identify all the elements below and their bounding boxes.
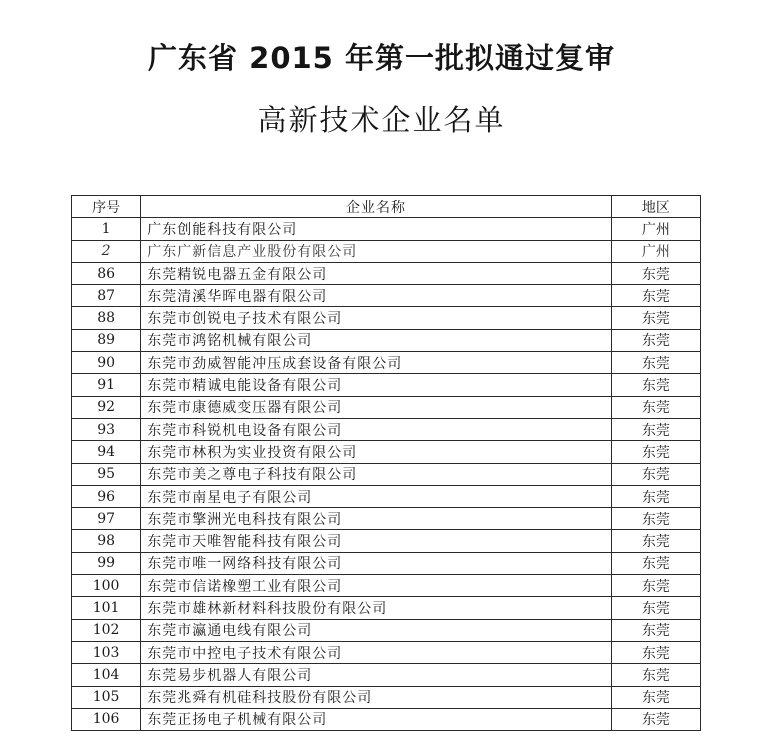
table-row [72, 218, 701, 240]
row-company-name: 东莞市精诚电能设备有限公司 [141, 374, 611, 396]
row-serial-number: 99 [72, 552, 141, 574]
row-region: 东莞 [611, 664, 700, 686]
row-region: 东莞 [611, 597, 700, 619]
row-region: 东莞 [611, 329, 700, 351]
table-row [72, 240, 701, 262]
row-region: 东莞 [611, 307, 700, 329]
row-serial-number: 95 [72, 463, 141, 485]
row-region: 东莞 [611, 441, 700, 463]
row-company-name: 东莞正扬电子机械有限公司 [141, 708, 611, 730]
row-serial-number: 2 [72, 240, 141, 262]
row-region: 东莞 [611, 575, 700, 597]
row-serial-number: 97 [72, 508, 141, 530]
row-region: 广州 [611, 240, 700, 262]
row-serial-number: 104 [72, 664, 141, 686]
header-company-name: 企业名称 [141, 196, 611, 218]
row-region: 东莞 [611, 262, 700, 284]
row-company-name: 东莞市唯一网络科技有限公司 [141, 552, 611, 574]
row-company-name: 东莞市劲威智能冲压成套设备有限公司 [141, 352, 611, 374]
row-company-name: 东莞市信诺橡塑工业有限公司 [141, 575, 611, 597]
row-company-name: 东莞清溪华晖电器有限公司 [141, 285, 611, 307]
row-company-name: 东莞市美之尊电子科技有限公司 [141, 463, 611, 485]
row-serial-number: 96 [72, 485, 141, 507]
row-region: 东莞 [611, 686, 700, 708]
row-region: 东莞 [611, 285, 700, 307]
row-company-name: 东莞市林积为实业投资有限公司 [141, 441, 611, 463]
row-company-name: 东莞市雄林新材料科技股份有限公司 [141, 597, 611, 619]
row-region: 东莞 [611, 641, 700, 663]
row-region: 广州 [611, 218, 700, 240]
row-serial-number: 92 [72, 396, 141, 418]
row-company-name: 东莞市瀛通电线有限公司 [141, 619, 611, 641]
table-row [72, 686, 701, 708]
row-serial-number: 86 [72, 262, 141, 284]
table-row [72, 374, 701, 396]
table-row [72, 530, 701, 552]
table-row [72, 597, 701, 619]
row-serial-number: 103 [72, 641, 141, 663]
row-company-name: 东莞市创锐电子技术有限公司 [141, 307, 611, 329]
table-row [72, 708, 701, 730]
row-serial-number: 94 [72, 441, 141, 463]
header-serial-number: 序号 [72, 196, 141, 218]
row-company-name: 东莞市中控电子技术有限公司 [141, 641, 611, 663]
row-serial-number: 90 [72, 352, 141, 374]
row-company-name: 广东创能科技有限公司 [141, 218, 611, 240]
table-row [72, 352, 701, 374]
company-list-table [71, 195, 701, 731]
row-region: 东莞 [611, 352, 700, 374]
row-region: 东莞 [611, 619, 700, 641]
row-serial-number: 106 [72, 708, 141, 730]
table-row [72, 552, 701, 574]
table-header-row [72, 196, 701, 218]
row-region: 东莞 [611, 708, 700, 730]
table-row [72, 508, 701, 530]
table-row [72, 463, 701, 485]
table-row [72, 329, 701, 351]
table-row [72, 262, 701, 284]
document-subtitle: 高新技术企业名单 [257, 103, 506, 137]
row-region: 东莞 [611, 552, 700, 574]
header-region: 地区 [611, 196, 700, 218]
table-row [72, 619, 701, 641]
table-row [72, 441, 701, 463]
table-row [72, 641, 701, 663]
row-serial-number: 93 [72, 418, 141, 440]
document-title: 广东省 2015 年第一批拟通过复审 [148, 41, 615, 75]
row-company-name: 东莞兆舜有机硅科技股份有限公司 [141, 686, 611, 708]
row-company-name: 广东广新信息产业股份有限公司 [141, 240, 611, 262]
row-company-name: 东莞市鸿铭机械有限公司 [141, 329, 611, 351]
row-company-name: 东莞市南星电子有限公司 [141, 485, 611, 507]
row-serial-number: 105 [72, 686, 141, 708]
table-row [72, 575, 701, 597]
row-company-name: 东莞市科锐机电设备有限公司 [141, 418, 611, 440]
row-serial-number: 102 [72, 619, 141, 641]
row-region: 东莞 [611, 418, 700, 440]
row-region: 东莞 [611, 485, 700, 507]
row-company-name: 东莞易步机器人有限公司 [141, 664, 611, 686]
row-region: 东莞 [611, 508, 700, 530]
row-region: 东莞 [611, 530, 700, 552]
row-serial-number: 88 [72, 307, 141, 329]
table-body [72, 218, 701, 731]
table-row [72, 418, 701, 440]
table-row [72, 396, 701, 418]
table-row [72, 307, 701, 329]
row-serial-number: 101 [72, 597, 141, 619]
row-serial-number: 89 [72, 329, 141, 351]
table-row [72, 285, 701, 307]
row-region: 东莞 [611, 463, 700, 485]
row-region: 东莞 [611, 374, 700, 396]
row-company-name: 东莞精锐电器五金有限公司 [141, 262, 611, 284]
row-serial-number: 1 [72, 218, 141, 240]
row-serial-number: 100 [72, 575, 141, 597]
row-serial-number: 91 [72, 374, 141, 396]
row-company-name: 东莞市擎洲光电科技有限公司 [141, 508, 611, 530]
row-company-name: 东莞市康德威变压器有限公司 [141, 396, 611, 418]
table-row [72, 664, 701, 686]
row-serial-number: 87 [72, 285, 141, 307]
row-serial-number: 98 [72, 530, 141, 552]
row-region: 东莞 [611, 396, 700, 418]
row-company-name: 东莞市天唯智能科技有限公司 [141, 530, 611, 552]
table-row [72, 485, 701, 507]
